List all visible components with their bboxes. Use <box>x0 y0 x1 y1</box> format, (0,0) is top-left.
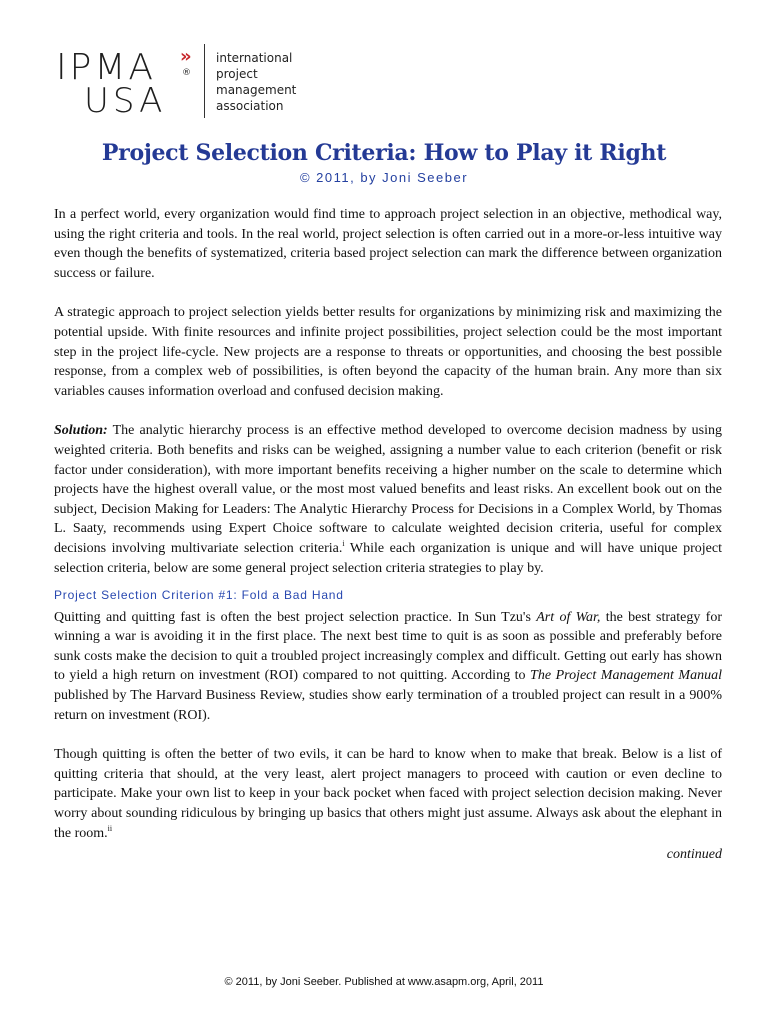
paragraph-quitting-criteria <box>54 745 722 843</box>
continued-label: continued <box>666 847 722 863</box>
logo-word: project <box>216 67 258 81</box>
logo-mark <box>56 46 196 130</box>
criterion-1-text-c: published by The Harvard Business Review, studies show early termination of a troubled project can result in a 900% return on investment (ROI). <box>54 688 722 723</box>
logo-ipma-text: IPMA <box>56 47 157 88</box>
endnote-marker-ii: ii <box>107 823 113 833</box>
criterion-1-heading: Project Selection Criterion #1: Fold a Bad Hand <box>54 588 344 603</box>
book-title-art-of-war: Art of War, <box>536 609 601 625</box>
logo-word: international <box>216 51 293 65</box>
solution-text-a: The analytic hierarchy process is an effective method developed to overcome decision madness by using weighted criteria. Both benefits and risks can be weighed, assigning a number value to each criterion (benefit or risk factor under consideration), with more important benefits receiving a higher number on the scale to determine which projects have the highest overall value, or the most most valued benefits and least risks. An excellent book out on the subject, Decision Making for Leaders: The Analytic Hierarchy Process for Decisions in a Complex World, by Thomas L. Saaty, recommends using Expert Choice software to calculate weighted decision criteria, useful for complex decisions involving multivariate selection criteria. <box>54 423 722 556</box>
ipma-usa-logo <box>56 44 326 124</box>
logo-arrows-icon: » <box>180 46 192 67</box>
solution-text-b: While each organization is unique and will have unique project selection criteria, below are some general project selection criteria strategies to play by. <box>54 540 723 576</box>
paragraph-intro: In a perfect world, every organization would find time to approach project selection in an objective, methodical way, using the right criteria and tools. In the real world, project selection is often carried out in a more-or-less intuitive way even though the benefits of systematized, criteria based project selection can mark the difference between organization success or failure. <box>54 207 722 281</box>
logo-registered-mark: ® <box>182 68 191 78</box>
book-title-pm-manual: The Project Management Manual <box>530 668 722 684</box>
logo-word: management <box>216 83 297 97</box>
paragraph-strategic-approach: A strategic approach to project selection yields better results for organizations by minimizing risk and maximizing the potential upside. With finite resources and infinite project possibilities, project selection could be the most important step in the project life-cycle. New projects are a response to threats or opportunities, and choosing the best possible response, from a complex web of possibilities, is often beyond the capacity of the human brain. Any more than six variables causes information overload and confused decision making. <box>54 305 722 399</box>
page-footer: © 2011, by Joni Seeber. Published at www.asapm.org, April, 2011 <box>224 976 544 988</box>
endnote-marker-i: i <box>342 538 345 548</box>
logo-divider <box>204 44 205 118</box>
logo-wordmark <box>216 50 296 114</box>
criterion-1-text-a: Quitting and quitting fast is often the best project selection practice. In Sun Tzu's <box>54 609 537 625</box>
logo-usa-text: USA <box>84 81 167 121</box>
logo-word: association <box>216 99 284 113</box>
quitting-text: Though quitting is often the better of two evils, it can be hard to know when to make that break. Below is a list of quitting criteria that should, at the very least, alert project managers to proceed with caution or even decline to participate. Make your own list to keep in your back pocket when faced with project selection decision making. Never worry about sounding ridiculous by bringing up basics that others might just assume. Always ask about the elephant in the room. <box>54 747 722 841</box>
criterion-1-text-b: the best strategy for winning a war is avoiding it in the first place. The next best time to quit is as soon as possible and preferably before sunk costs make the decision to quit a troubled project increasingly complex and difficult. Getting out early has shown to yield a high return on investment (ROI) compared to not quitting. According to <box>54 609 723 684</box>
paragraph-criterion-1 <box>54 608 722 726</box>
document-title: Project Selection Criteria: How to Play it Right <box>101 140 667 166</box>
document-byline: © 2011, by Joni Seeber <box>299 170 469 185</box>
document-body <box>54 205 722 865</box>
paragraph-solution <box>54 421 722 578</box>
solution-lead: Solution: <box>54 423 108 439</box>
